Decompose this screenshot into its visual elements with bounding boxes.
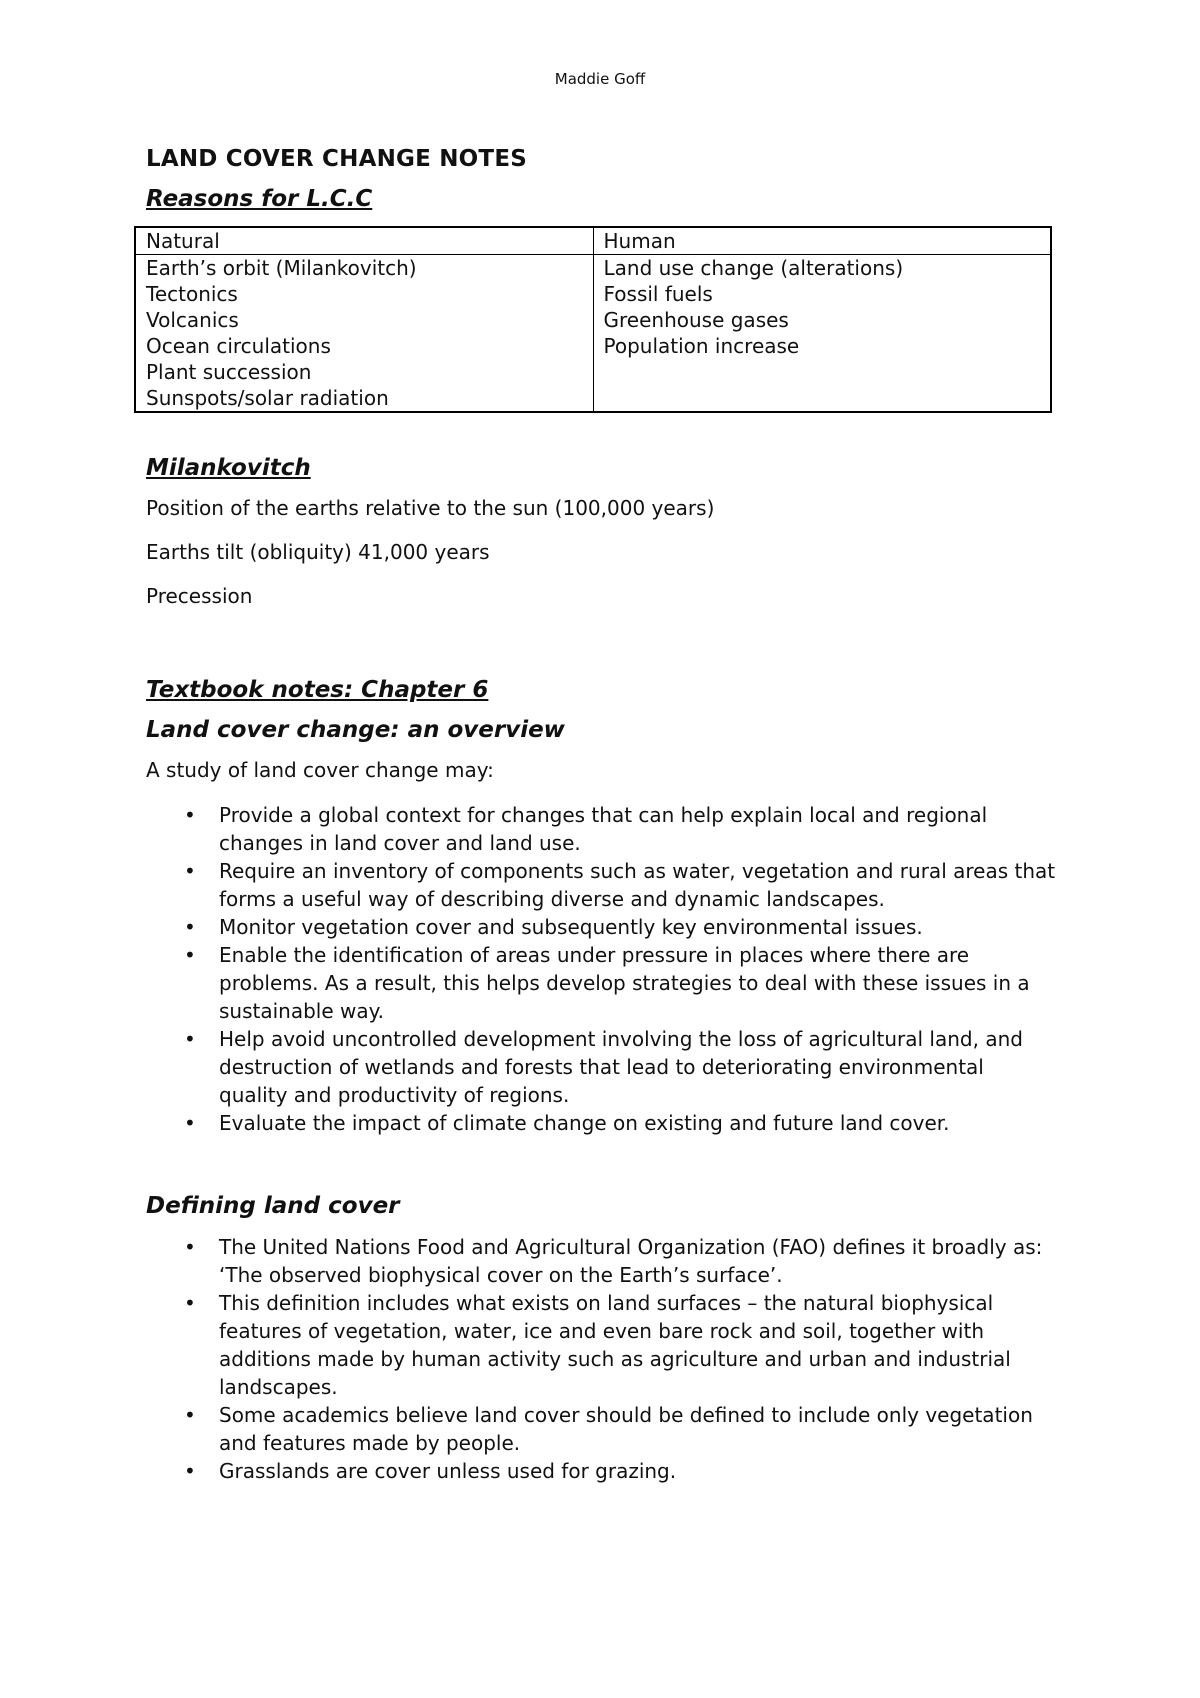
bullet-icon: • xyxy=(184,1291,196,1315)
overview-bullet-list xyxy=(146,801,1056,1137)
table-cell: Greenhouse gases xyxy=(603,308,789,332)
table-cell: Volcanics xyxy=(146,308,239,332)
list-item xyxy=(146,801,1056,857)
list-item-text: Provide a global context for changes that can help explain local and regional changes in land cover and land use. xyxy=(219,803,988,855)
table-header-human: Human xyxy=(593,227,1051,255)
list-item-text: This definition includes what exists on land surfaces – the natural biophysical features of vegetation, water, ice and even bare rock and soil, together with additions made by human activity such as agriculture and urban and industrial landscapes. xyxy=(219,1291,1011,1399)
table-cell: Tectonics xyxy=(146,282,238,306)
natural-column xyxy=(135,255,593,413)
list-item-text: Evaluate the impact of climate change on existing and future land cover. xyxy=(219,1111,950,1135)
bullet-icon: • xyxy=(184,1403,196,1427)
list-item xyxy=(146,1025,1056,1109)
list-item-text: Monitor vegetation cover and subsequently key environmental issues. xyxy=(219,915,923,939)
milankovitch-line: Position of the earths relative to the sun (100,000 years) xyxy=(146,496,715,520)
document-body xyxy=(146,146,1056,1485)
reasons-table xyxy=(134,226,1052,413)
table-cell: Fossil fuels xyxy=(603,282,713,306)
list-item xyxy=(146,857,1056,913)
human-column xyxy=(593,255,1051,413)
table-cell: Population increase xyxy=(603,334,800,358)
list-item-text: Help avoid uncontrolled development involving the loss of agricultural land, and destruction of wetlands and forests that lead to deteriorating environmental quality and productivity of regions. xyxy=(219,1027,1023,1107)
list-item-text: Require an inventory of components such as water, vegetation and rural areas that forms a useful way of describing diverse and dynamic landscapes. xyxy=(219,859,1056,911)
list-item xyxy=(146,1289,1056,1401)
overview-intro: A study of land cover change may: xyxy=(146,758,494,782)
list-item-text: Grasslands are cover unless used for grazing. xyxy=(219,1459,677,1483)
table-header-natural: Natural xyxy=(135,227,593,255)
list-item xyxy=(146,913,1056,941)
defining-heading: Defining land cover xyxy=(146,1193,400,1219)
table-cell: Plant succession xyxy=(146,360,312,384)
bullet-icon: • xyxy=(184,943,196,967)
bullet-icon: • xyxy=(184,1111,196,1135)
list-item-text: Enable the identification of areas under pressure in places where there are problems. As a result, this helps develop strategies to deal with these issues in a sustainable way. xyxy=(219,943,1030,1023)
textbook-heading: Textbook notes: Chapter 6 xyxy=(146,677,489,703)
bullet-icon: • xyxy=(184,859,196,883)
milankovitch-line: Precession xyxy=(146,584,253,608)
list-item xyxy=(146,941,1056,1025)
milankovitch-line: Earths tilt (obliquity) 41,000 years xyxy=(146,540,490,564)
list-item xyxy=(146,1401,1056,1457)
reasons-heading: Reasons for L.C.C xyxy=(146,186,373,212)
bullet-icon: • xyxy=(184,1027,196,1051)
table-header-row xyxy=(135,227,1051,255)
table-cell: Earth’s orbit (Milankovitch) xyxy=(146,256,417,280)
defining-bullet-list xyxy=(146,1233,1056,1485)
list-item-text: Some academics believe land cover should be defined to include only vegetation and features made by people. xyxy=(219,1403,1033,1455)
table-row xyxy=(135,255,1051,413)
table-cell: Sunspots/solar radiation xyxy=(146,386,389,410)
list-item xyxy=(146,1233,1056,1289)
list-item xyxy=(146,1457,1056,1485)
bullet-icon: • xyxy=(184,915,196,939)
page-title: LAND COVER CHANGE NOTES xyxy=(146,146,527,172)
bullet-icon: • xyxy=(184,803,196,827)
table-cell: Ocean circulations xyxy=(146,334,331,358)
list-item-text: The United Nations Food and Agricultural Organization (FAO) defines it broadly as: ‘The observed biophysical cover on the Earth’s surface’. xyxy=(219,1235,1043,1287)
page-header-author: Maddie Goff xyxy=(554,70,646,88)
bullet-icon: • xyxy=(184,1235,196,1259)
list-item xyxy=(146,1109,1056,1137)
overview-heading: Land cover change: an overview xyxy=(146,717,565,743)
bullet-icon: • xyxy=(184,1459,196,1483)
table-cell: Land use change (alterations) xyxy=(603,256,904,280)
milankovitch-heading: Milankovitch xyxy=(146,455,311,481)
